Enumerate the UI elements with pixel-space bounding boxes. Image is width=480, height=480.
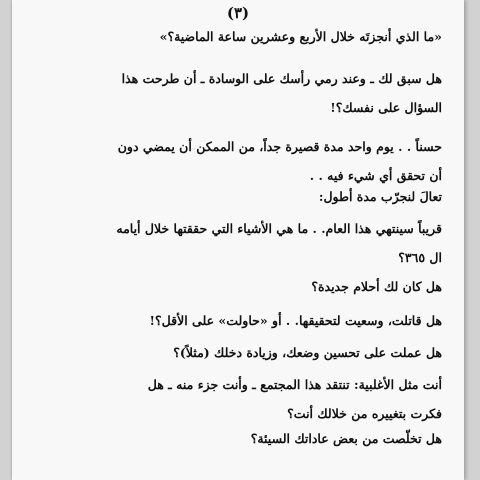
book-page [12,0,464,480]
paragraph-2 [28,64,442,122]
paragraph-8 [28,338,442,367]
paragraph-line: حسناً . . يوم واحد مدة قصيرة جداً، من الممكن أن يمضي دون [117,139,442,154]
paragraph-7 [28,306,442,335]
paragraph-5 [28,214,442,272]
paragraph-10 [28,424,442,453]
paragraph-line: هل قاتلت، وسعيت لتحقيقها. . أو «حاولت» على الأقل؟! [149,313,442,328]
paragraph-line: فكرت بتغييره من خلالك أنت؟ [287,406,442,421]
paragraph-line: تعالَ لنجرّب مدة أطول: [318,189,442,204]
paragraph-6 [28,272,442,301]
paragraph-line: هل سبق لك ـ وعند رمي رأسك على الوسادة ـ أن طرحت هذا [121,71,442,86]
paragraph-line: ال ٣٦٥؟ [398,250,442,265]
paragraph-9 [28,370,442,428]
paragraph-line: قريباً سينتهي هذا العام. . ما هي الأشياء التي حققتها خلال أيامه [116,221,442,236]
paragraph-4 [28,182,442,211]
paragraph-line: «ما الذي أنجزتَه خلال الأربع وعشرين ساعة الماضية؟» [159,29,442,44]
paragraph-line: هل تخلّصت من بعض عاداتك السيئة؟ [250,431,442,446]
paragraph-1 [28,22,442,51]
page-number: (٣) [226,4,250,22]
paragraph-line: هل عملت على تحسين وضعك، وزيادة دخلك (مثلاً)؟ [173,345,442,360]
paragraph-line: أنت مثل الأغلبية: تنتقد هذا المجتمع ـ وأنت جزء منه ـ هل [147,377,442,392]
paragraph-line: هل كان لك أحلام جديدة؟ [311,279,442,294]
paragraph-line: أن تحقق أي شيء فيه . . [309,168,442,183]
paragraph-line: السؤال على نفسك؟! [330,100,442,115]
